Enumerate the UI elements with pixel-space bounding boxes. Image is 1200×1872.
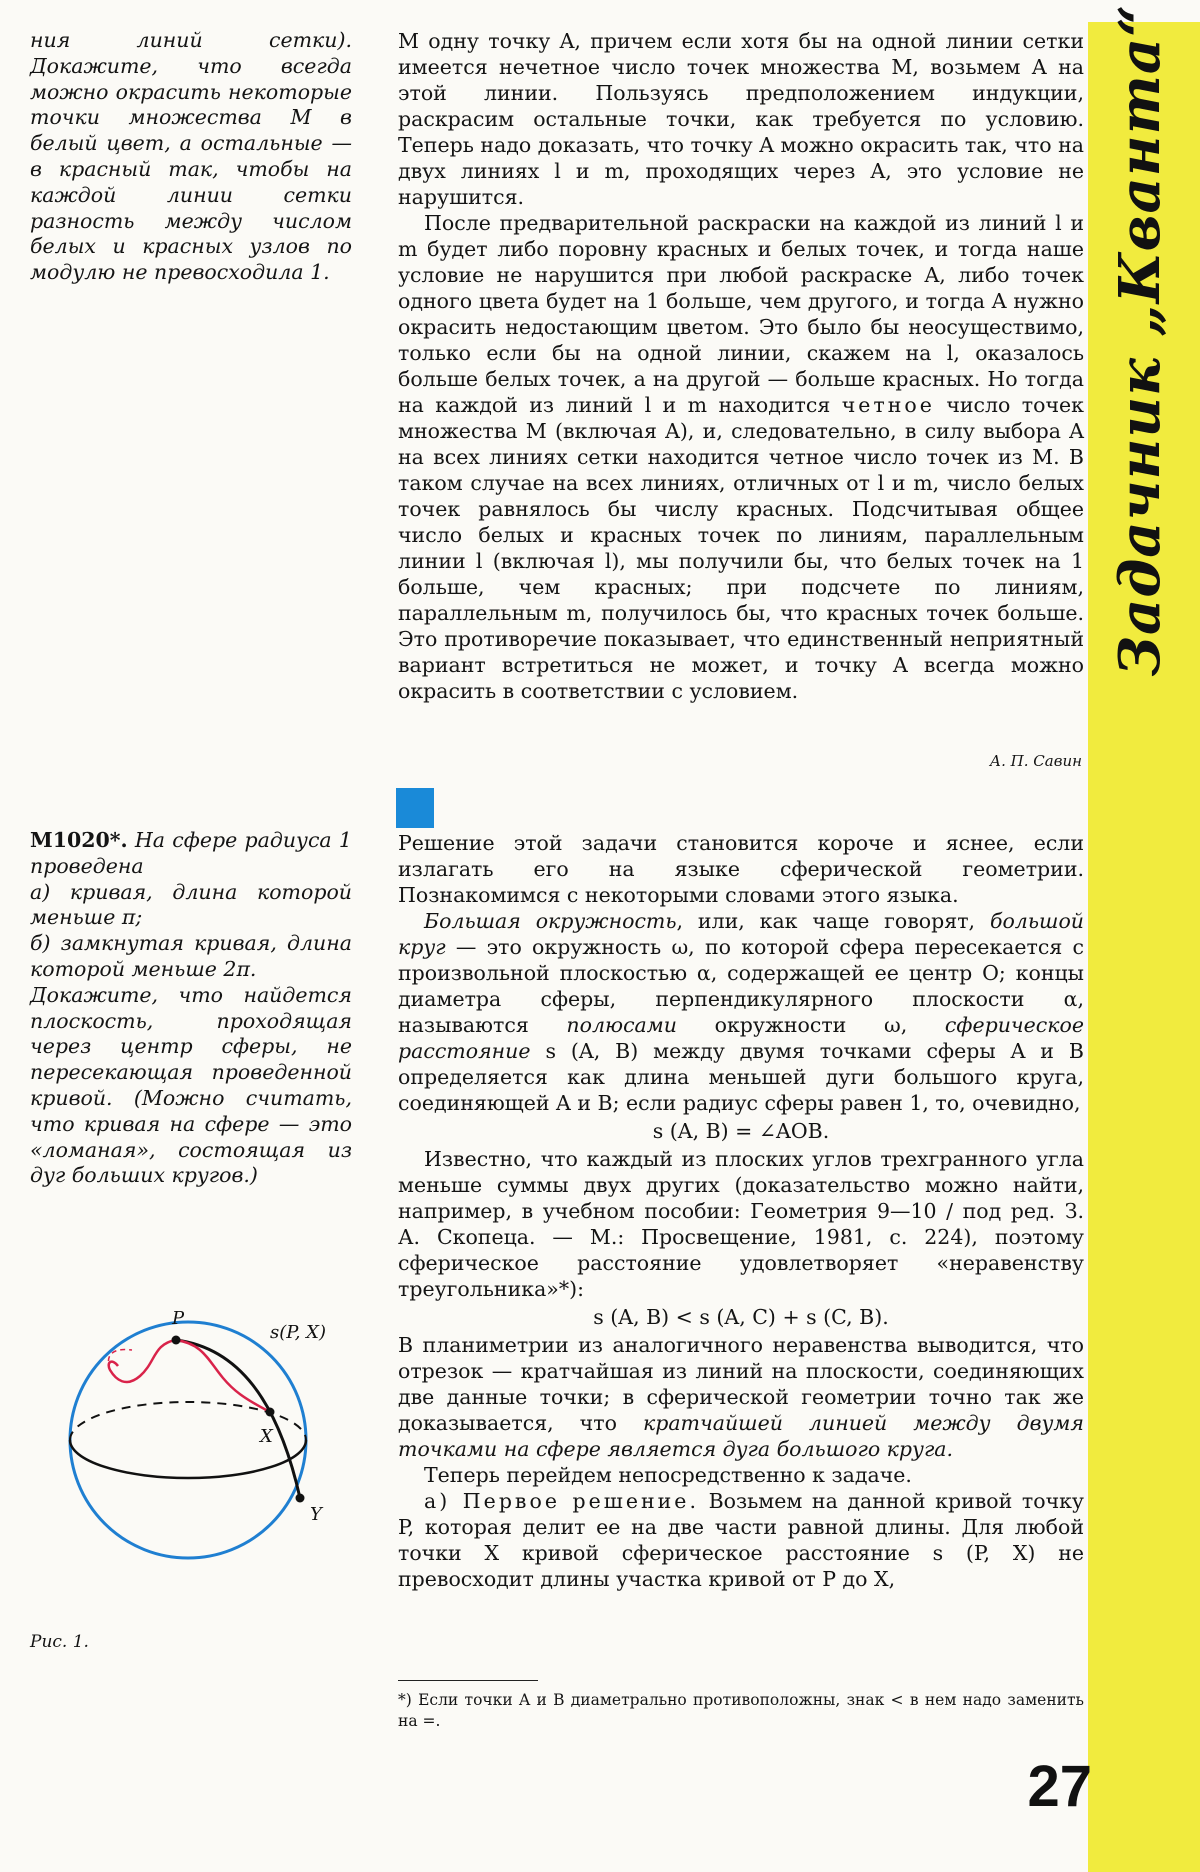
footnote: *) Если точки A и B диаметрально противоположны, знак < в нем надо заменить на =. [398,1691,1084,1730]
point-p [172,1336,181,1345]
paragraph-2: После предварительной раскраски на каждой из линий l и m будет либо поровну красных и белых точек, и тогда наше условие не нарушится при любой раскраске A, либо точек одного цвета будет на 1 больше, чем другого, и тогда A нужно окрасить недостающим цветом. Это было бы неосуществимо, только если бы на одной линии, скажем на l, оказалось больше белых точек, а на другой — больше красных. Но тогда на каждой из линий l и m находится четное число точек множества M (включая A), и, следовательно, в силу выбора A на всех линиях сетки находится четное число точек из M. В таком случае на всех линиях, отличных от l и m, число белых точек равнялось бы числу красных. Подсчитывая общее число белых и красных точек по линиям, параллельным линии l (включая l), мы получили бы, что белых точек на 1 больше, чем красных; при подсчете по линиям, параллельным m, получилось бы, что красных точек больше. Это противоречие показывает, что единственный неприятный вариант встретиться не может, и точку A всегда можно окрасить в соответствии с условием. [398,211,1084,703]
paragraph-1: M одну точку A, причем если хотя бы на одной линии сетки имеется нечетное число точек множества M, возьмем A на этой линии. Пользуясь предположением индукции, раскрасим остальные точки, как требуется по условию. Теперь надо доказать, что точку A можно окрасить так, что на двух линиях l и m, проходящих через A, это условие не нарушится. [398,29,1084,209]
label-s: s(P, X) [270,1322,327,1343]
sidebar-title: Задачник „Кванта“ [1107,3,1173,677]
figure-caption: Рис. 1. [30,1632,89,1652]
label-x: X [260,1426,273,1447]
point-x [266,1408,275,1417]
solution-shortest: В планиметрии из аналогичного неравенства выводится, что отрезок — кратчайшая из линий на плоскости, соединяющих две данные точки; в сферической геометрии точно так же доказывается, что кратчайшей линией между двумя точками на сфере является дуга большого круга. [398,1333,1084,1461]
label-y: Y [310,1504,322,1525]
problem-m1020 [30,828,352,1189]
problem-statement: На сфере радиуса 1 проведена [30,828,352,878]
problem-number: M1020*. [30,828,128,852]
solution-transition: Теперь перейдем непосредственно к задаче. [424,1463,912,1487]
formula-triangle: s (A, B) < s (A, C) + s (C, B). [593,1305,889,1329]
main-solution-text [398,830,1084,1592]
curve-hidden-part [108,1350,132,1370]
section-marker [396,788,434,828]
left-top-text: ния линий сетки). Докажите, что всегда можно окрасить некоторые точки множества M в белый цвет, а остальные — в красный так, чтобы на каждой линии сетки разность между числом белых и красных узлов по модулю не превосходила 1. [30,28,352,285]
curve-left-part [109,1340,176,1382]
page-number: 27 [1027,1754,1092,1819]
signature: А. П. Савин [989,752,1082,770]
main-top-text [398,28,1084,704]
problem-rest: Докажите, что найдется плоскость, проходящая через центр сферы, не пересекающая проведенной кривой. (Можно считать, что кривая на сфере — это «ломаная», состоящая из дуг больших кругов.) [30,982,352,1188]
footnote-rule [398,1680,538,1681]
solution-definitions: Большая окружность, или, как чаще говорят, большой круг — это окружность ω, по которой сфера пересекается с произвольной плоскостью α, содержащей ее центр O; концы диаметра сферы, перпендикулярного плоскости α, называются полюсами окружности ω, сферическое расстояние s (A, B) между двумя точками сферы A и B определяется как длина меньшей дуги большого круга, соединяющей A и B; если радиус сферы равен 1, то, очевидно, [398,909,1084,1115]
sphere-figure [28,1300,348,1560]
solution-first: а) Первое решение. Возьмем на данной кривой точку P, которая делит ее на две части равной длины. Для любой точки X кривой сферическое расстояние s (P, X) не превосходит длины участка кривой от P до X, [398,1489,1084,1591]
label-p: P [172,1308,185,1329]
solution-triangle: Известно, что каждый из плоских углов трехгранного угла меньше суммы двух других (доказательство можно найти, например, в учебном пособии: Геометрия 9—10 / под ред. З. А. Скопеца. — М.: Просвещение, 1981, с. 224), поэтому сферическое расстояние удовлетворяет «неравенству треугольника»*): [398,1147,1084,1301]
emph-even: четное [841,393,935,417]
left-problem-continuation [30,28,352,286]
problem-item-a: а) кривая, длина которой меньше π; [30,879,352,930]
solution-intro: Решение этой задачи становится короче и яснее, если излагать его на языке сферической геометрии. Познакомимся с некоторыми словами этого языка. [398,831,1084,907]
point-y [296,1494,305,1503]
problem-item-b: б) замкнутая кривая, длина которой меньше 2π. [30,931,352,981]
formula-distance: s (A, B) = ∠AOB. [652,1119,830,1143]
